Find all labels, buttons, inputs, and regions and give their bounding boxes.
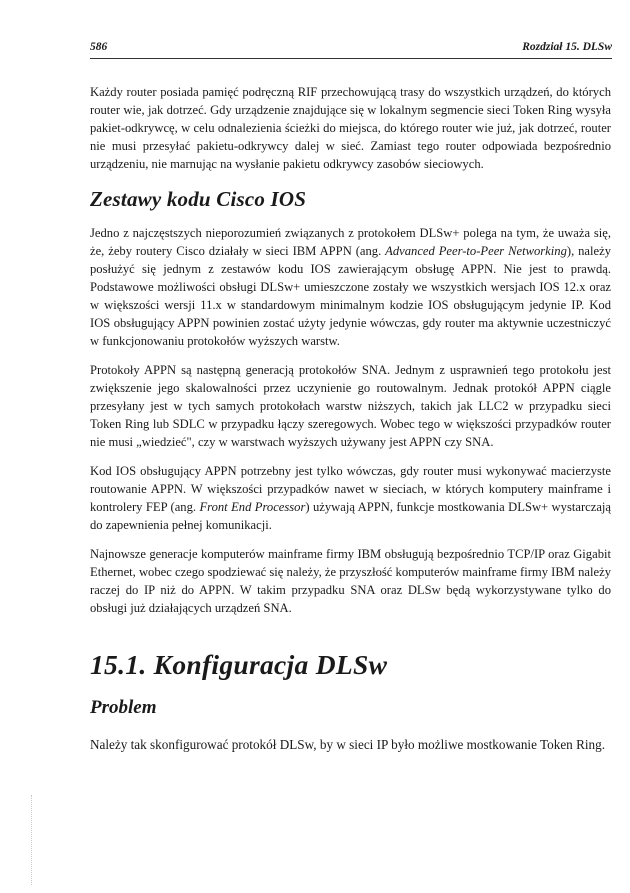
fep-term: Front End Processor (199, 500, 306, 514)
chapter-heading: 15.1. Konfiguracja DLSw (90, 649, 388, 680)
section-paragraph-4: Najnowsze generacje komputerów mainframe firmy IBM obsługują bezpośrednio TCP/IP oraz Gigabit Ethernet, wobec czego spodziewać się należy, że przyszłość komputerów mainframe firmy IBM należy raczej do IP niż do APPN. W takim przypadku SNA oraz DLSw będą wykorzystywane tylko do obsługi już działających urządzeń SNA. (90, 547, 611, 615)
section-paragraph-1: Jedno z najczęstszych nieporozumień związanych z protokołem DLSw+ polega na tym, że uważa się, że, żeby routery Cisco działały w sieci IBM APPN (ang. Advanced Peer-to-Peer Networking), należy posłużyć się jednym z zestawów kodu IOS zawierającym obsługę APPN. Nie jest to prawdą. Podstawowe możliwości obsługi DLSw+ umieszczone zostały we wszystkich wersjach IOS 12.x oraz w większości wersji 11.x w standardowym minimalnym kodzie IOS obsługującym jedynie IP. Kod IOS obsługujący APPN powinien zostać użyty jedynie wówczas, gdy router ma aktywnie uczestniczyć w funkcjonowaniu protokołów wyższych warstw. (90, 226, 611, 348)
page-content (90, 83, 611, 765)
page-number: 586 (90, 41, 108, 53)
section-heading: Zestawy kodu Cisco IOS (90, 187, 307, 211)
running-title: Rozdział 15. DLSw (522, 41, 612, 53)
problem-heading: Problem (90, 697, 157, 718)
page-header (90, 41, 612, 57)
header-rule (90, 58, 612, 59)
problem-paragraph: Należy tak skonfigurować protokół DLSw, by w sieci IP było możliwe mostkowanie Token Ring. (90, 737, 606, 752)
intro-paragraph: Każdy router posiada pamięć podręczną RIF przechowującą trasy do wszystkich urządzeń, do których router wie, jak dotrzeć. Gdy urządzenie znajdujące się w lokalnym segmencie sieci Token Ring wysyła pakiet-odkrywcę, w celu odnalezienia ścieżki do miejsca, do którego router wie już, jak dotrzeć, router nie musi przesyłać pakietu-odkrywcy dalej w sieć. Zamiast tego router odpowiada bezpośrednio urządzeniu, nie marnując na wysłanie pakietu odkrywcy zasobów sieciowych. (90, 85, 611, 171)
scan-artifact (31, 795, 34, 885)
appn-term: Advanced Peer-to-Peer Networking (385, 244, 567, 258)
section-paragraph-2: Protokoły APPN są następną generacją protokołów SNA. Jednym z usprawnień tego protokołu jest zwiększenie jego skalowalności przez uczynienie go routowalnym. Jednak protokół APPN ciągle przesyłany jest w tych samych protokołach warstw niższych, takich jak LLC2 w przypadku sieci Token Ring lub SDLC w przypadku łączy szeregowych. Wobec tego w większości przypadków router nie musi „wiedzieć", czy w warstwach wyższych używany jest APPN czy SNA. (90, 363, 611, 449)
section-paragraph-3: Kod IOS obsługujący APPN potrzebny jest tylko wówczas, gdy router musi wykonywać macierzyste routowanie APPN. W większości przypadków nawet w sieciach, w których komputery mainframe i kontrolery FEP (ang. Front End Processor) używają APPN, funkcje mostkowania DLSw+ wystarczają do zapewnienia pełnej komunikacji. (90, 464, 611, 532)
